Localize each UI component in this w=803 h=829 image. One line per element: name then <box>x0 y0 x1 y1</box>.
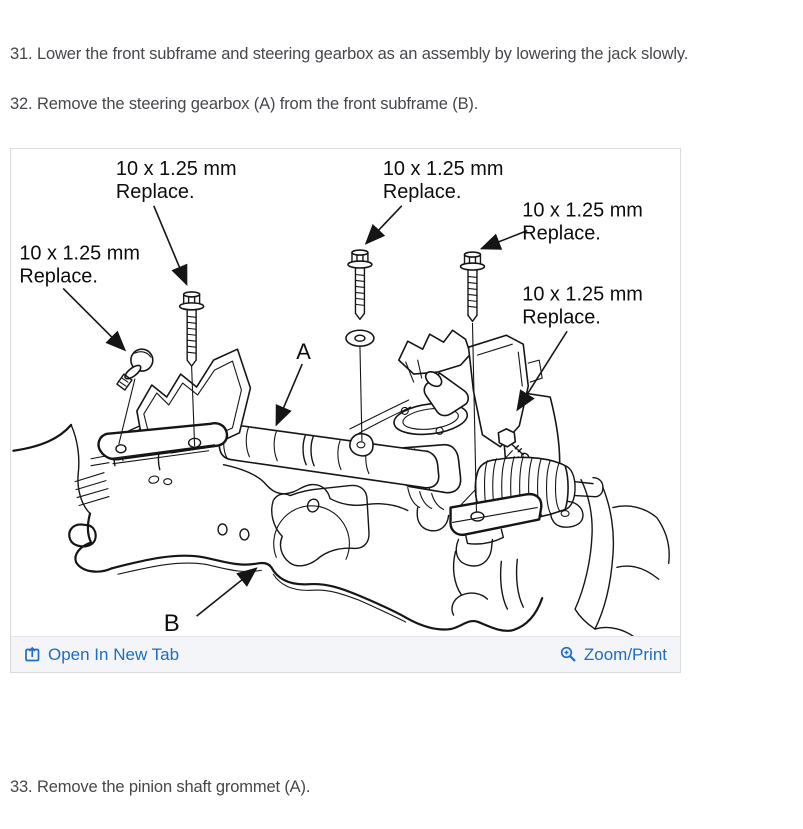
figure-panel <box>10 148 681 673</box>
figure-toolbar <box>11 636 680 672</box>
callout-2-arrow <box>366 206 402 244</box>
step-number: 32. <box>10 94 33 113</box>
callout-label: 10 x 1.25 mm <box>382 157 504 180</box>
callout-4-arrow <box>63 288 125 350</box>
callout-label: Replace. <box>19 265 98 288</box>
open-in-new-tab-label: Open In New Tab <box>48 644 180 664</box>
right-mount-bracket <box>450 494 541 566</box>
zoom-print-link[interactable] <box>560 645 667 665</box>
step-number: 33. <box>10 777 33 796</box>
callout-1-arrow <box>154 206 187 285</box>
zoom-magnifier-icon <box>560 646 577 663</box>
step-32 <box>10 95 478 114</box>
open-in-new-tab-icon <box>24 646 41 663</box>
callout-label: 10 x 1.25 mm <box>522 199 643 222</box>
open-in-new-tab-link[interactable] <box>24 645 179 665</box>
callout-label: 10 x 1.25 mm <box>522 283 643 306</box>
step-text: Remove the steering gearbox (A) from the front subframe (B). <box>36 94 479 113</box>
label-a-arrow <box>276 364 302 425</box>
step-number: 31. <box>10 44 33 63</box>
callout-3-arrow <box>481 231 527 249</box>
callout-label: 10 x 1.25 mm <box>19 242 140 265</box>
step-text: Remove the pinion shaft grommet (A). <box>36 777 311 796</box>
callout-label: Replace. <box>382 180 462 203</box>
step-text: Lower the front subframe and steering gearbox as an assembly by lowering the jack slowly. <box>36 44 689 63</box>
zoom-print-label: Zoom/Print <box>583 644 667 664</box>
flange-bolt-2 <box>346 250 374 441</box>
steering-rack-tube <box>218 424 438 487</box>
step-31 <box>10 45 688 64</box>
callout-label: Replace. <box>522 306 601 329</box>
callout-label: 10 x 1.25 mm <box>115 157 237 180</box>
part-label-a: A <box>296 339 311 365</box>
part-label-b: B <box>163 610 180 636</box>
callout-label: Replace. <box>115 180 195 203</box>
steering-gearbox-diagram <box>11 149 680 636</box>
washer <box>346 330 374 346</box>
gearbox-valve-housing <box>350 330 471 531</box>
label-b-arrow <box>197 568 257 616</box>
callout-label: Replace. <box>522 222 601 245</box>
step-33 <box>10 778 310 797</box>
bolt-2-leader <box>360 346 362 441</box>
